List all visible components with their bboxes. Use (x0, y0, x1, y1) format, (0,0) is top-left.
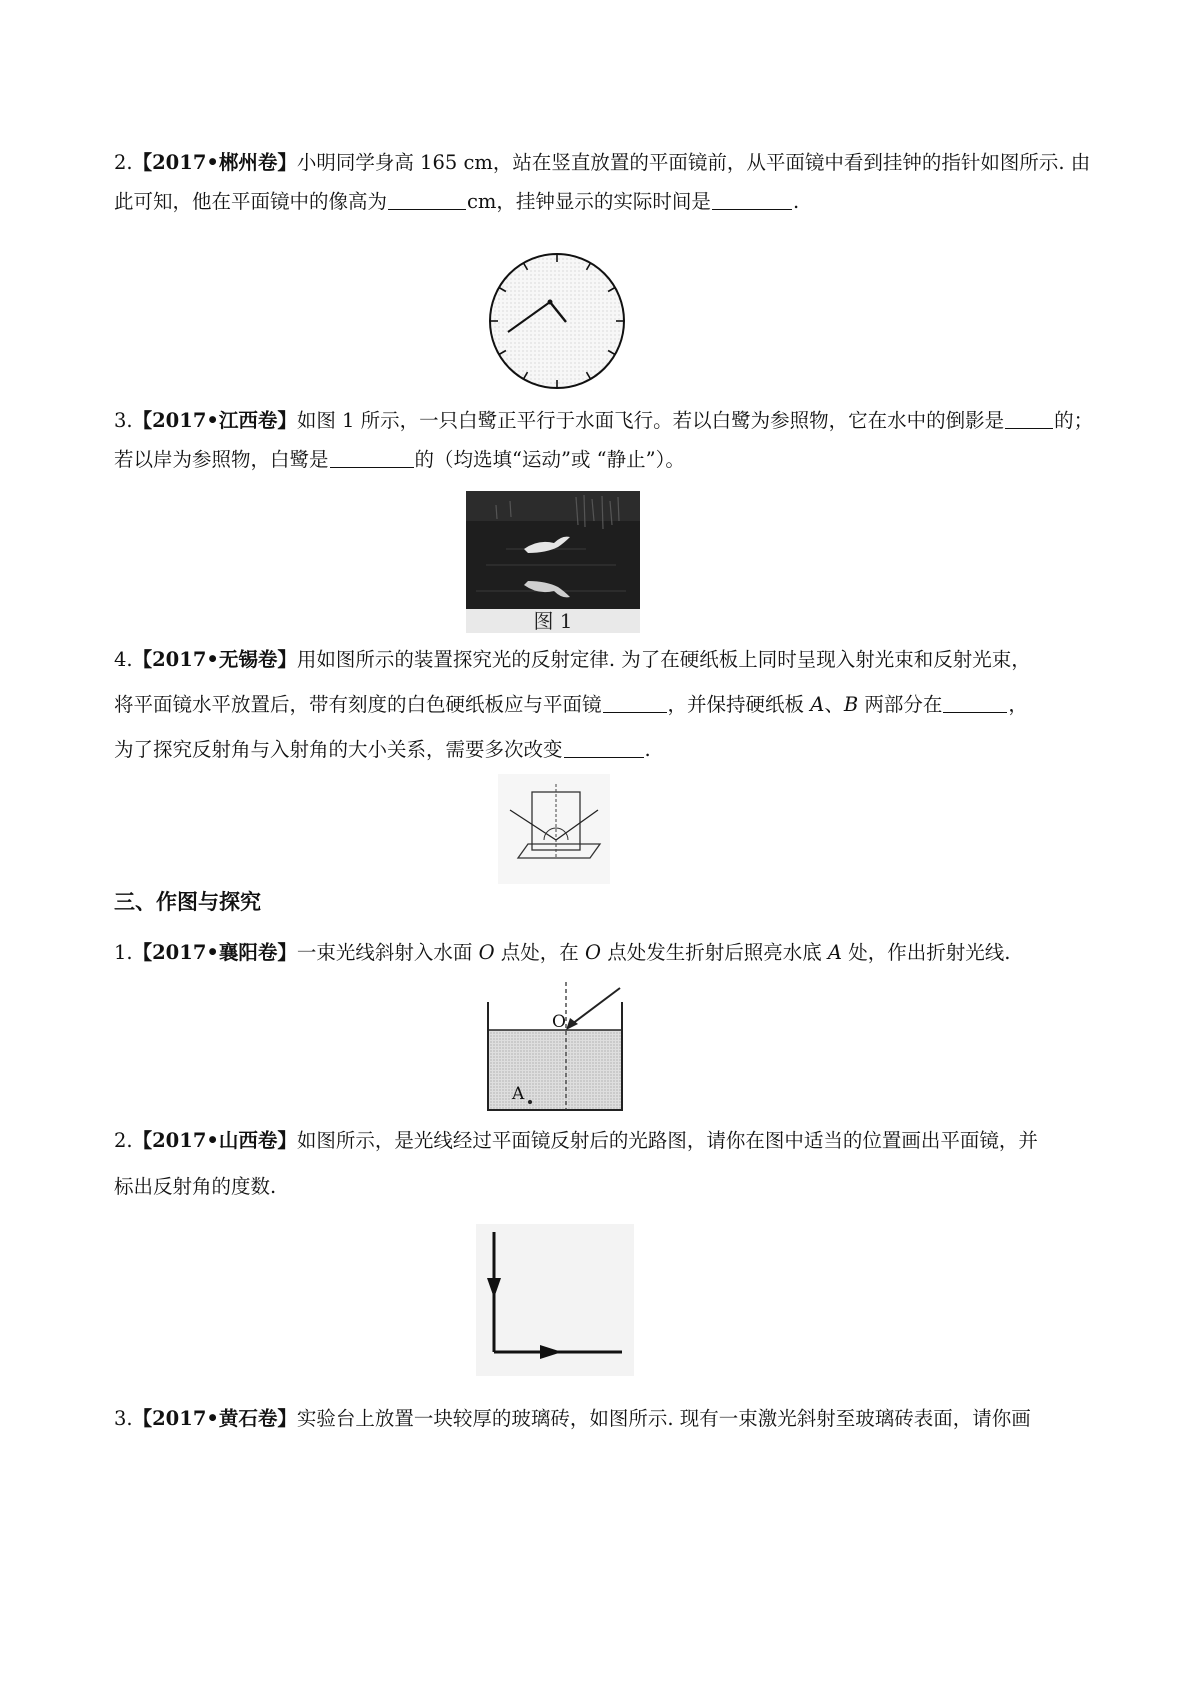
clock-face (490, 254, 624, 388)
egret-photo (466, 491, 640, 633)
water (488, 1030, 622, 1110)
refraction-tank-figure (478, 978, 630, 1114)
label-o: O (552, 1012, 566, 1032)
question-number: 4. (114, 648, 133, 671)
point-a (528, 1100, 532, 1104)
q3-line1: 3.【2017•江西卷】如图 1 所示，一只白鹭正平行于水面飞行。若以白鹭为参照物，它在水中的倒影是 的； (114, 409, 1094, 432)
question-source: 【2017•无锡卷】 (132, 648, 297, 671)
question-text: 如图所示，是光线经过平面镜反射后的光路图，请你在图中适当的位置画出平面镜，并 (296, 1129, 1038, 1152)
label-a: A (512, 1084, 525, 1104)
question-source: 【2017•江西卷】 (132, 409, 297, 432)
reflection-apparatus-figure (498, 774, 610, 884)
question-text: 标出反射角的度数. (114, 1175, 277, 1198)
egret-photo-image (466, 491, 640, 609)
question-source: 【2017•山西卷】 (132, 1129, 297, 1152)
q2-line2: 此可知，他在平面镜中的像高为 cm，挂钟显示的实际时间是 . (114, 190, 800, 213)
question-number: 3. (114, 1407, 133, 1430)
s3q1-line1: 1.【2017•襄阳卷】一束光线斜射入水面 O 点处，在 O 点处发生折射后照亮水底 A 处，作出折射光线. (114, 941, 1011, 964)
incident-ray (572, 988, 620, 1024)
q3-line2 (114, 443, 1094, 477)
answer-blank[interactable] (1005, 410, 1053, 429)
question-number: 3. (114, 409, 133, 432)
q2-line1 (114, 146, 1094, 180)
q4-line3: 为了探究反射角与入射角的大小关系，需要多次改变 . (114, 738, 651, 761)
answer-blank[interactable] (330, 449, 414, 468)
s3q2-line1 (114, 1124, 1094, 1158)
question-text: cm，挂钟显示的实际时间是 (467, 190, 711, 213)
question-text: 两部分在 (864, 693, 943, 716)
answer-blank[interactable] (943, 694, 1007, 713)
q4-line1 (114, 643, 1094, 677)
question-number: 2. (114, 151, 133, 174)
question-text: 如图 1 所示，一只白鹭正平行于水面飞行。若以白鹭为参照物，它在水中的倒影是 (296, 409, 1005, 432)
question-source: 【2017•襄阳卷】 (132, 941, 297, 964)
answer-blank[interactable] (564, 739, 644, 758)
question-text: 此可知，他在平面镜中的像高为 (114, 190, 388, 213)
s3q2-line2 (114, 1170, 1094, 1204)
section-heading: 三、作图与探究 (114, 890, 261, 914)
question-text: 的（均选填“运动”或 “静止”）。 (414, 448, 685, 471)
question-text: 实验台上放置一块较厚的玻璃砖，如图所示. 现有一束激光斜射至玻璃砖表面，请你画 (296, 1407, 1031, 1430)
clock-center (548, 300, 553, 305)
question-text: 为了探究反射角与入射角的大小关系，需要多次改变 (114, 738, 563, 761)
light-path-figure (476, 1224, 634, 1376)
answer-blank[interactable] (388, 191, 466, 210)
figure-caption: 图 1 (466, 609, 640, 633)
question-text: 若以岸为参照物，白鹭是 (114, 448, 329, 471)
refraction-tank-drawing (478, 978, 630, 1114)
question-number: 1. (114, 941, 133, 964)
question-text: 小明同学身高 165 cm，站在竖直放置的平面镜前，从平面镜中看到挂钟的指针如图所示. 由 (296, 151, 1091, 174)
question-text: ，并保持硬纸板 (667, 693, 805, 716)
question-source: 【2017•郴州卷】 (132, 151, 297, 174)
question-text: 将平面镜水平放置后，带有刻度的白色硬纸板应与平面镜 (114, 693, 602, 716)
answer-blank[interactable] (712, 191, 792, 210)
answer-blank[interactable] (603, 694, 667, 713)
clock-figure (486, 250, 628, 392)
question-source: 【2017•黄石卷】 (132, 1407, 297, 1430)
question-text: 用如图所示的装置探究光的反射定律. 为了在硬纸板上同时呈现入射光束和反射光束， (296, 648, 1031, 671)
q4-line2: 将平面镜水平放置后，带有刻度的白色硬纸板应与平面镜 ，并保持硬纸板 A、B 两部分在 ， (114, 693, 1028, 716)
question-number: 2. (114, 1129, 133, 1152)
s3q3-line1 (114, 1402, 1094, 1436)
